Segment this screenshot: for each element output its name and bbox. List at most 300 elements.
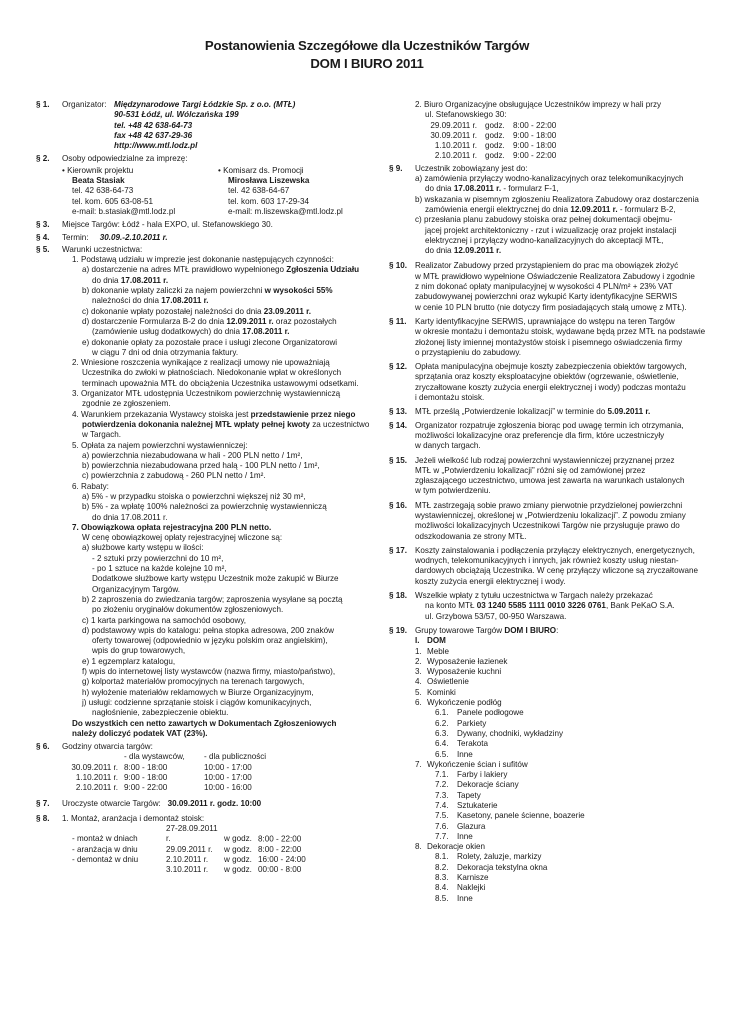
text-fragment: w godz. <box>224 844 252 854</box>
section-number: § 2. <box>36 154 50 164</box>
text-fragment: możliwości lokalizacyjne oraz preferencje dla firm, które uczestniczyły <box>415 430 665 440</box>
text-fragment: 17.08.2011 r. <box>453 184 502 194</box>
section-number: § 15. <box>389 455 408 465</box>
condition-7a-3: Dodatkowe służbowe karty wstępu Uczestnik może zakupić w Biurze <box>92 574 339 584</box>
venue-text: Miejsce Targów: Łódź - hala EXPO, ul. Stefanowskiego 30. <box>62 220 273 230</box>
condition-7j-cont: nagłośnienie, zabezpieczenie obiektu. <box>92 708 229 718</box>
product-subgroup-item <box>415 791 711 801</box>
text-fragment: 5.09.2011 r. <box>607 407 651 417</box>
condition-4-cont <box>62 420 374 430</box>
text-fragment: Koszty zainstalowania i podłączenia przyłączy elektrycznych, energetycznych, <box>415 545 695 555</box>
section-number: § 6. <box>36 742 50 752</box>
text-fragment: zgłaszającego uczestnictwo, umowa jest zawarta na warunkach ustalonych <box>415 476 685 486</box>
text-fragment: ul. Grzybowa 53/57, 00-950 Warszawa. <box>425 611 567 621</box>
condition-7g: g) kolportaż materiałów promocyjnych na terenach targowych, <box>82 677 305 687</box>
text-fragment: 9:00 - 22:00 <box>124 783 168 793</box>
text-fragment: a) dostarczenie na adres MTŁ prawidłowo wypełnionego <box>82 265 287 275</box>
office-hours-row <box>415 131 711 141</box>
condition-3-cont: zgodnie ze zgłoszeniem. <box>82 399 171 409</box>
text-fragment: 7.2. <box>435 780 449 790</box>
section-7 <box>36 799 374 809</box>
section-13 <box>389 407 711 417</box>
text-fragment: Glazura <box>457 821 486 831</box>
text-fragment: 12.09.2011 r. <box>570 204 618 214</box>
section-4 <box>36 233 374 243</box>
product-subgroup-item <box>415 811 711 821</box>
text-fragment: 8.1. <box>435 852 449 862</box>
text-fragment: w godz. <box>224 834 252 844</box>
section-number: § 8. <box>36 813 50 823</box>
text-fragment: 8:00 - 22:00 <box>258 844 302 854</box>
text-fragment: DOM <box>427 636 446 646</box>
section-number: § 17. <box>389 545 408 555</box>
vat-note: Do wszystkich cen netto zawartych w Dokumentach Zgłoszeniowych <box>72 718 337 728</box>
text-fragment: , Bank PeKaO S.A. <box>605 601 675 611</box>
text-fragment: 4. <box>415 677 422 687</box>
condition-2-cont: Uczestnika do zwłoki w płatnościach. Niedokonanie wpłat w określonych <box>82 368 342 378</box>
assembly-row <box>62 855 374 865</box>
section-9 <box>389 164 711 257</box>
obligation-c-cont: jącej projekt architektoniczny - rzut i wizualizację oraz projekt instalacji <box>425 225 677 235</box>
product-subgroup-item <box>415 852 711 862</box>
text-fragment: c) dokonanie wpłaty pozostałej należności do dnia <box>82 306 264 316</box>
text-fragment: 6.5. <box>435 749 449 759</box>
document-title: Postanowienia Szczegółowe dla Uczestników Targów <box>204 38 530 53</box>
text-fragment: 29.09.2011 r. <box>430 120 477 130</box>
condition-6b-cont: do dnia 17.08.2011 r. <box>92 512 168 522</box>
left-column <box>36 100 374 877</box>
right-column <box>389 100 711 905</box>
text-fragment: Tapety <box>457 790 481 800</box>
product-group-item <box>415 677 711 687</box>
text-fragment: do dnia <box>425 184 454 194</box>
text-fragment: możliwości lokalizacyjnych Uczestnikowi Targów nie przysługuje prawo do <box>415 521 680 531</box>
text-fragment: należności do dnia <box>92 296 162 306</box>
text-fragment: złożonej listy imiennej montażystów stoisk i pisemnego oświadczenia firmy <box>415 337 683 347</box>
text-fragment: b) dokonanie wpłaty zaliczki za najem powierzchni <box>82 286 265 296</box>
text-fragment: 8.4. <box>435 883 449 893</box>
text-fragment: Kasetony, panele ścienne, boazerie <box>457 811 585 821</box>
product-group-item <box>415 842 711 852</box>
text-fragment: koszty zużycia energii elektrycznej i wody. <box>415 576 566 586</box>
text-fragment: Grupy towarowe Targów <box>415 625 505 635</box>
product-group-item <box>415 688 711 698</box>
text-fragment: - formularz B-2, <box>617 204 676 214</box>
contact-name: Beata Stasiak <box>72 176 125 186</box>
product-subgroup-item <box>415 770 711 780</box>
text-fragment: Dekoracje okien <box>427 842 486 852</box>
text-fragment: w wysokości 55% <box>264 286 333 296</box>
section-number: § 3. <box>36 220 50 230</box>
text-fragment: 6.1. <box>435 708 449 718</box>
condition-7-intro: W cenę obowiązkowej opłaty rejestracyjnej wliczone są: <box>82 533 283 543</box>
condition-5: 5. Opłata za najem powierzchni wystawienniczej: <box>72 440 248 450</box>
text-fragment: godz. <box>485 130 505 140</box>
section-18 <box>389 591 711 622</box>
text-fragment: Dywany, chodniki, wykładziny <box>457 728 564 738</box>
text-fragment: w tym potwierdzeniu. <box>415 486 491 496</box>
text-fragment: 6.2. <box>435 718 449 728</box>
hours-row <box>62 763 374 773</box>
condition-7b: b) 2 zaproszenia do zwiedzania targów; zaproszenia wysyłane są pocztą <box>82 594 343 604</box>
contact-promotion-commissioner <box>218 166 374 217</box>
text-fragment: MTŁ prześlą „Potwierdzenie lokalizacji” w terminie do <box>415 407 608 417</box>
product-subgroup-item <box>415 832 711 842</box>
product-subgroup-item <box>415 873 711 883</box>
text-fragment: 16:00 - 24:00 <box>258 855 306 865</box>
text-fragment: - montaż w dniach <box>72 834 138 844</box>
text-fragment: sprzątania oraz koszty eksploatacyjne obiektów (ogrzewanie, oświetlenie, <box>415 372 679 382</box>
text-fragment: do dnia <box>425 246 454 256</box>
section-3 <box>36 220 374 230</box>
text-fragment: - dla wystawców, <box>124 752 185 762</box>
organizer-fax: fax +48 42 637-29-36 <box>114 130 193 140</box>
text-fragment: 4. Warunkiem przekazania Wystawcy stoiska jest <box>72 409 251 419</box>
section-number: § 18. <box>389 591 408 601</box>
condition-7b-cont: po złożeniu oryginałów dokumentów zgłoszeniowych. <box>92 605 284 615</box>
text-fragment: w cenie 10 PLN brutto (nie dotyczy firm posiadających stałą umowę z MTŁ). <box>415 302 687 312</box>
text-fragment: Inne <box>457 831 473 841</box>
text-fragment: 7.1. <box>435 770 449 780</box>
text-fragment: odszkodowania ze strony MTŁ. <box>415 531 527 541</box>
organizer-website: http://www.mtl.lodz.pl <box>114 141 198 151</box>
text-fragment: 7.3. <box>435 790 449 800</box>
condition-1: 1. Podstawą udziału w imprezie jest dokonanie następujących czynności: <box>72 255 334 265</box>
text-fragment: 3. <box>415 667 422 677</box>
text-fragment: wystawienniczej, określonej w „Potwierdzeniu lokalizacji”. Z powodu zmiany <box>415 510 686 520</box>
text-fragment: 9:00 - 22:00 <box>513 151 557 161</box>
product-subgroup-item <box>415 750 711 760</box>
section-number: § 9. <box>389 163 403 173</box>
condition-7d: d) podstawowy wpis do katalogu: pełna stopka adresowa, 200 znaków <box>82 625 334 635</box>
section-5 <box>36 245 374 739</box>
section-intro: Uczestnik zobowiązany jest do: <box>415 163 528 173</box>
text-fragment: 9:00 - 18:00 <box>124 773 168 782</box>
condition-6: 6. Rabaty: <box>72 481 109 491</box>
text-fragment: potwierdzenia dokonania należnej MTŁ wpłaty pełnej kwoty <box>82 419 311 429</box>
condition-1b-cont <box>62 296 374 306</box>
text-fragment: 8.5. <box>435 893 449 903</box>
text-fragment: Zgłoszenia Udziału <box>286 265 360 275</box>
contact-role: • Kierownik projektu <box>62 165 134 175</box>
section-number: § 5. <box>36 244 50 254</box>
section-16 <box>389 501 711 542</box>
text-fragment: zryczałtowane koszty zużycia energii elektrycznej i wody) podczas montażu <box>415 382 686 392</box>
text-fragment: o przystąpieniu do zabudowy. <box>415 347 522 357</box>
text-fragment: Inne <box>457 749 473 759</box>
condition-1c <box>62 307 374 317</box>
text-fragment: i demontażu stoisk. <box>415 393 485 403</box>
text-fragment: 12.09.2011 r. <box>453 246 502 256</box>
condition-5b: b) powierzchnia niezabudowana przed halą - 100 PLN netto / 1m², <box>82 461 320 471</box>
text-fragment: 10:00 - 17:00 <box>204 762 252 772</box>
product-subgroup-item <box>415 719 711 729</box>
text-fragment: 5. <box>415 687 422 697</box>
text-fragment: 6.3. <box>435 728 449 738</box>
condition-7a-3-cont: Organizacyjnym Targów. <box>92 584 181 594</box>
section-8 <box>36 814 374 876</box>
condition-7c: c) 1 karta parkingowa na samochód osobowy, <box>82 615 247 625</box>
product-subgroup-item <box>415 894 711 904</box>
text-fragment: 7.5. <box>435 811 449 821</box>
text-fragment: 6.4. <box>435 739 449 749</box>
text-fragment: 3.10.2011 r. <box>166 865 209 875</box>
obligation-c-cont <box>415 246 711 256</box>
condition-1e-cont: w ciągu 7 dni od dnia otrzymania faktury. <box>92 347 239 357</box>
section-17 <box>389 546 711 587</box>
section-15 <box>389 456 711 497</box>
text-fragment: I. <box>415 636 420 646</box>
product-group-item <box>415 657 711 667</box>
text-fragment: 1. <box>415 646 422 656</box>
product-subgroup-item <box>415 780 711 790</box>
obligation-b-cont <box>415 205 711 215</box>
condition-1b <box>62 286 374 296</box>
office-hours-row <box>415 141 711 151</box>
text-fragment: Realizator Zabudowy przed przystąpieniem do prac ma obowiązek złożyć <box>415 261 679 271</box>
text-fragment: Parkiety <box>457 718 487 728</box>
text-fragment: 7.6. <box>435 821 449 831</box>
office-text-cont: ul. Stefanowskiego 30: <box>425 110 507 120</box>
text-fragment: 6. <box>415 698 422 708</box>
text-fragment: Rolety, żaluzje, markizy <box>457 852 542 862</box>
assembly-row <box>62 865 374 875</box>
text-fragment: godz. <box>485 141 505 151</box>
text-fragment: Karty identyfikacyjne SERWIS, uprawniające do wstępu na teren Targów <box>415 316 675 326</box>
text-fragment: 2.10.2011 r. <box>166 855 209 865</box>
text-fragment: 17.08.2011 r. <box>120 275 169 285</box>
text-fragment: przedstawienie przez niego <box>250 409 356 419</box>
section-number: § 13. <box>389 407 408 417</box>
text-fragment: w godz. <box>224 855 252 865</box>
term-label: Termin: <box>62 232 89 242</box>
text-fragment: 17.08.2011 r. <box>242 327 290 337</box>
product-group-item <box>415 760 711 770</box>
section-number: § 16. <box>389 500 408 510</box>
text-fragment: 7.4. <box>435 801 449 810</box>
text-fragment: 8:00 - 22:00 <box>258 834 302 844</box>
text-fragment: 8.3. <box>435 873 449 883</box>
obligation-c: c) przesłania planu zabudowy stoiska oraz pełnej dokumentacji obejmu- <box>415 215 673 225</box>
text-fragment: Wyposażenie łazienek <box>427 656 508 666</box>
assembly-row <box>62 845 374 855</box>
condition-7: 7. Obowiązkowa opłata rejestracyjna 200 PLN netto. <box>72 522 272 532</box>
product-group-item <box>415 667 711 677</box>
text-fragment: Jeżeli wielkość lub rodzaj powierzchni wystawienniczej przyznanej przez <box>415 455 675 465</box>
section-number: § 11. <box>389 316 407 326</box>
text-fragment: Meble <box>427 646 450 656</box>
text-fragment: (zamówienie usług dodatkowych) do dnia <box>92 327 243 337</box>
condition-7a: a) służbowe karty wstępu w ilości: <box>82 543 204 553</box>
text-fragment: oraz pozostałych <box>273 316 337 326</box>
text-fragment: 23.09.2011 r. <box>263 306 312 316</box>
text-fragment: w danych targach. <box>415 441 481 451</box>
section-6 <box>36 742 374 793</box>
obligation-a: a) zamówienia przyłączy wodno-kanalizacyjnych oraz telekomunikacyjnych <box>415 174 684 184</box>
section-number: § 7. <box>36 798 50 808</box>
contact-phone: tel. 42 638-64-73 <box>72 186 134 196</box>
condition-7j: j) usługi: codzienne sprzątanie stoisk i ciągów komunikacyjnych, <box>82 697 312 707</box>
text-fragment: 2. <box>415 656 422 666</box>
organizer-phone: tel. +48 42 638-64-73 <box>114 120 193 130</box>
text-fragment: na konto MTŁ <box>425 601 477 611</box>
assembly-row <box>62 824 374 845</box>
section-12 <box>389 362 711 403</box>
text-fragment: 7.7. <box>435 831 449 841</box>
condition-7f: f) wpis do internetowej listy wystawców (nazwa firmy, miasto/państwo), <box>82 667 336 677</box>
hours-row <box>62 773 374 783</box>
text-fragment: godz. <box>485 120 505 130</box>
contact-email: e-mail: m.liszewska@mtl.lodz.pl <box>228 206 343 216</box>
text-fragment: 1.10.2011 r. <box>434 141 477 151</box>
obligation-a-cont <box>415 184 711 194</box>
opening-label: Uroczyste otwarcie Targów: <box>62 798 161 808</box>
text-fragment: - formularz F-1, <box>501 184 559 194</box>
text-fragment: Oświetlenie <box>427 677 469 687</box>
section-number: § 19. <box>389 625 408 635</box>
condition-7d-cont: wpis do grup towarowych, <box>92 646 186 656</box>
obligation-b: b) wskazania w pisemnym zgłoszeniu Realizatora Zabudowy oraz dostarczenia <box>415 194 699 204</box>
opening-value: 30.09.2011 r. godz. 10:00 <box>167 798 262 808</box>
condition-6a: a) 5% - w przypadku stoiska o powierzchni większej niż 30 m², <box>82 491 306 501</box>
text-fragment: Dekoracja tekstylna okna <box>457 862 548 872</box>
text-fragment: Farby i lakiery <box>457 770 508 780</box>
condition-3: 3. Organizator MTŁ udostępnia Uczestnikom powierzchnię wystawienniczą <box>72 389 341 399</box>
section-19 <box>389 626 711 904</box>
office-text: 2. Biuro Organizacyjne obsługujące Uczestników imprezy w hali przy <box>415 100 662 109</box>
text-fragment: MTŁ zastrzegają sobie prawo zmiany pierwotnie przydzielonej powierzchni <box>415 500 683 510</box>
text-fragment: w MTŁ prawidłowo wypełnione Oświadczenie Realizatora Zabudowy i zgodnie <box>415 271 695 281</box>
text-fragment: 2.10.2011 r. <box>75 783 118 793</box>
text-fragment: Naklejki <box>457 883 486 893</box>
office-hours-row <box>415 121 711 131</box>
contact-mobile: tel. kom. 605 63-08-51 <box>72 196 153 206</box>
text-fragment: 8:00 - 18:00 <box>124 762 168 772</box>
contact-phone: tel. 42 638-64-67 <box>228 186 290 196</box>
text-fragment: 8. <box>415 842 422 852</box>
product-subgroup-item <box>415 863 711 873</box>
text-fragment: Wykończenie ścian i sufitów <box>427 759 528 769</box>
contact-email: e-mail: b.stasiak@mtl.lodz.pl <box>72 206 176 216</box>
section-number: § 4. <box>36 232 50 242</box>
product-subgroup-item <box>415 708 711 718</box>
product-subgroup-item <box>415 729 711 739</box>
text-fragment: 30.09.2011 r. <box>71 762 118 772</box>
condition-6b: b) 5% - za wpłatę 100% należności za powierzchnię wystawienniczą <box>82 502 327 512</box>
bank-account-number: 03 1240 5585 1111 0010 3226 0761 <box>476 601 606 611</box>
text-fragment: 8.2. <box>435 862 449 872</box>
text-fragment: w okresie montażu i demontażu stoisk, wydawane będą przez MTŁ na podstawie <box>415 327 706 337</box>
text-fragment: - demontaż w dniu <box>72 855 139 865</box>
condition-7a-1: - 2 sztuki przy powierzchni do 10 m², <box>92 553 224 563</box>
section-number: § 14. <box>389 420 408 430</box>
section-intro: Godziny otwarcia targów: <box>62 742 153 752</box>
product-subgroup-item <box>415 801 711 811</box>
text-fragment: do dnia <box>92 275 121 285</box>
condition-5a: a) powierzchnia niezabudowana w hali - 200 PLN netto / 1m², <box>82 450 303 460</box>
organizer-name: Międzynarodowe Targi Łódzkie Sp. z o.o. (MTŁ) <box>114 100 296 109</box>
contact-project-manager <box>62 166 218 217</box>
text-fragment: dardowych obciążają Uczestnika. W cenę przyłączy wliczone są zryczałtowane <box>415 566 698 576</box>
text-fragment: 1.10.2011 r. <box>75 773 118 782</box>
term-value: 30.09.-2.10.2011 r. <box>99 232 168 242</box>
text-fragment: Dekoracje ściany <box>457 780 519 790</box>
product-subgroup-item <box>415 822 711 832</box>
text-fragment: 10:00 - 16:00 <box>204 783 252 793</box>
text-fragment: Sztukaterie <box>457 801 498 810</box>
condition-4-cont: w Targach. <box>82 430 121 440</box>
section-11 <box>389 317 711 358</box>
text-fragment: Wyposażenie kuchni <box>427 667 502 677</box>
condition-7e: e) 1 egzemplarz katalogu, <box>82 656 176 666</box>
text-fragment: Wykończenie podłóg <box>427 698 502 708</box>
condition-2-cont: terminach upoważnia MTŁ do obciążenia Uczestnika ustawowymi odsetkami. <box>82 378 359 388</box>
text-fragment: 2.10.2011 r. <box>434 151 477 161</box>
text-fragment: Panele podłogowe <box>457 708 524 718</box>
text-fragment: MTŁ w „Potwierdzeniu lokalizacji” różni się od zamówionej przez <box>415 465 646 475</box>
text-fragment: 8:00 - 22:00 <box>513 120 557 130</box>
text-fragment: Wszelkie wpłaty z tytułu uczestnictwa w Targach należy przekazać <box>415 591 653 601</box>
text-fragment: - aranżacja w dniu <box>72 844 138 854</box>
contact-name: Mirosława Liszewska <box>228 176 310 186</box>
text-fragment: Terakota <box>457 739 489 749</box>
text-fragment: 30.09.2011 r. <box>430 130 477 140</box>
condition-7d-cont: oferty towarowej (odpowiednio w języku polskim oraz angielskim), <box>92 636 328 646</box>
text-fragment: 10:00 - 17:00 <box>204 773 252 782</box>
contact-role: • Komisarz ds. Promocji <box>218 165 304 175</box>
obligation-c-cont: elektrycznej i przyłączy wodno-kanalizacyjnych do akceptacji MTŁ, <box>425 235 664 245</box>
text-fragment: 17.08.2011 r. <box>161 296 209 306</box>
document-subtitle: DOM I BIURO 2011 <box>310 56 424 71</box>
section-intro: Warunki uczestnictwa: <box>62 244 143 254</box>
text-fragment: 7. <box>415 759 422 769</box>
condition-4 <box>62 410 374 420</box>
section-14 <box>389 421 711 452</box>
organizer-address: 90-531 Łódź, ul. Wólczańska 199 <box>114 110 239 120</box>
text-fragment: Opłata manipulacyjna obejmuje koszty zabezpieczenia obiektów targowych, <box>415 362 687 372</box>
text-fragment: : <box>556 625 559 635</box>
organizer-label: Organizator: <box>62 100 107 109</box>
condition-2: 2. Wniesione roszczenia wynikające z realizacji umowy nie upoważniają <box>72 358 330 368</box>
product-subgroup-item <box>415 739 711 749</box>
text-fragment: 9:00 - 18:00 <box>513 130 557 140</box>
text-fragment: za uczestnictwo <box>310 419 370 429</box>
text-fragment: godz. <box>485 151 505 161</box>
product-subgroup-item <box>415 883 711 893</box>
section-2 <box>36 154 374 217</box>
section-intro: 1. Montaż, aranżacja i demontaż stoisk: <box>62 813 205 823</box>
text-fragment: zamówienia energii elektrycznej do dnia <box>425 204 571 214</box>
section-number: § 1. <box>36 100 50 109</box>
text-fragment: w godz. <box>224 865 252 875</box>
vat-note-cont: należy doliczyć podatek VAT (23%). <box>72 728 208 738</box>
section-10 <box>389 261 711 312</box>
section-number: § 10. <box>389 261 408 271</box>
condition-5c: c) powierzchnia z zabudową - 260 PLN netto / 1m². <box>82 471 266 481</box>
text-fragment: 27-28.09.2011 r. <box>166 824 218 844</box>
text-fragment: Inne <box>457 893 473 903</box>
condition-7h: h) wyłożenie materiałów reklamowych w Biurze Organizacyjnym, <box>82 687 314 697</box>
hours-header <box>62 752 374 762</box>
section-number: § 12. <box>389 362 408 372</box>
text-fragment: DOM I BIURO <box>504 625 557 635</box>
condition-1d <box>62 317 374 327</box>
condition-1a-cont <box>62 276 374 286</box>
product-group-heading <box>415 636 711 646</box>
text-fragment: 12.09.2011 r. <box>226 316 274 326</box>
condition-7a-2: - po 1 sztuce na każde kolejne 10 m², <box>92 564 227 574</box>
contact-mobile: tel. kom. 603 17-29-34 <box>228 196 309 206</box>
